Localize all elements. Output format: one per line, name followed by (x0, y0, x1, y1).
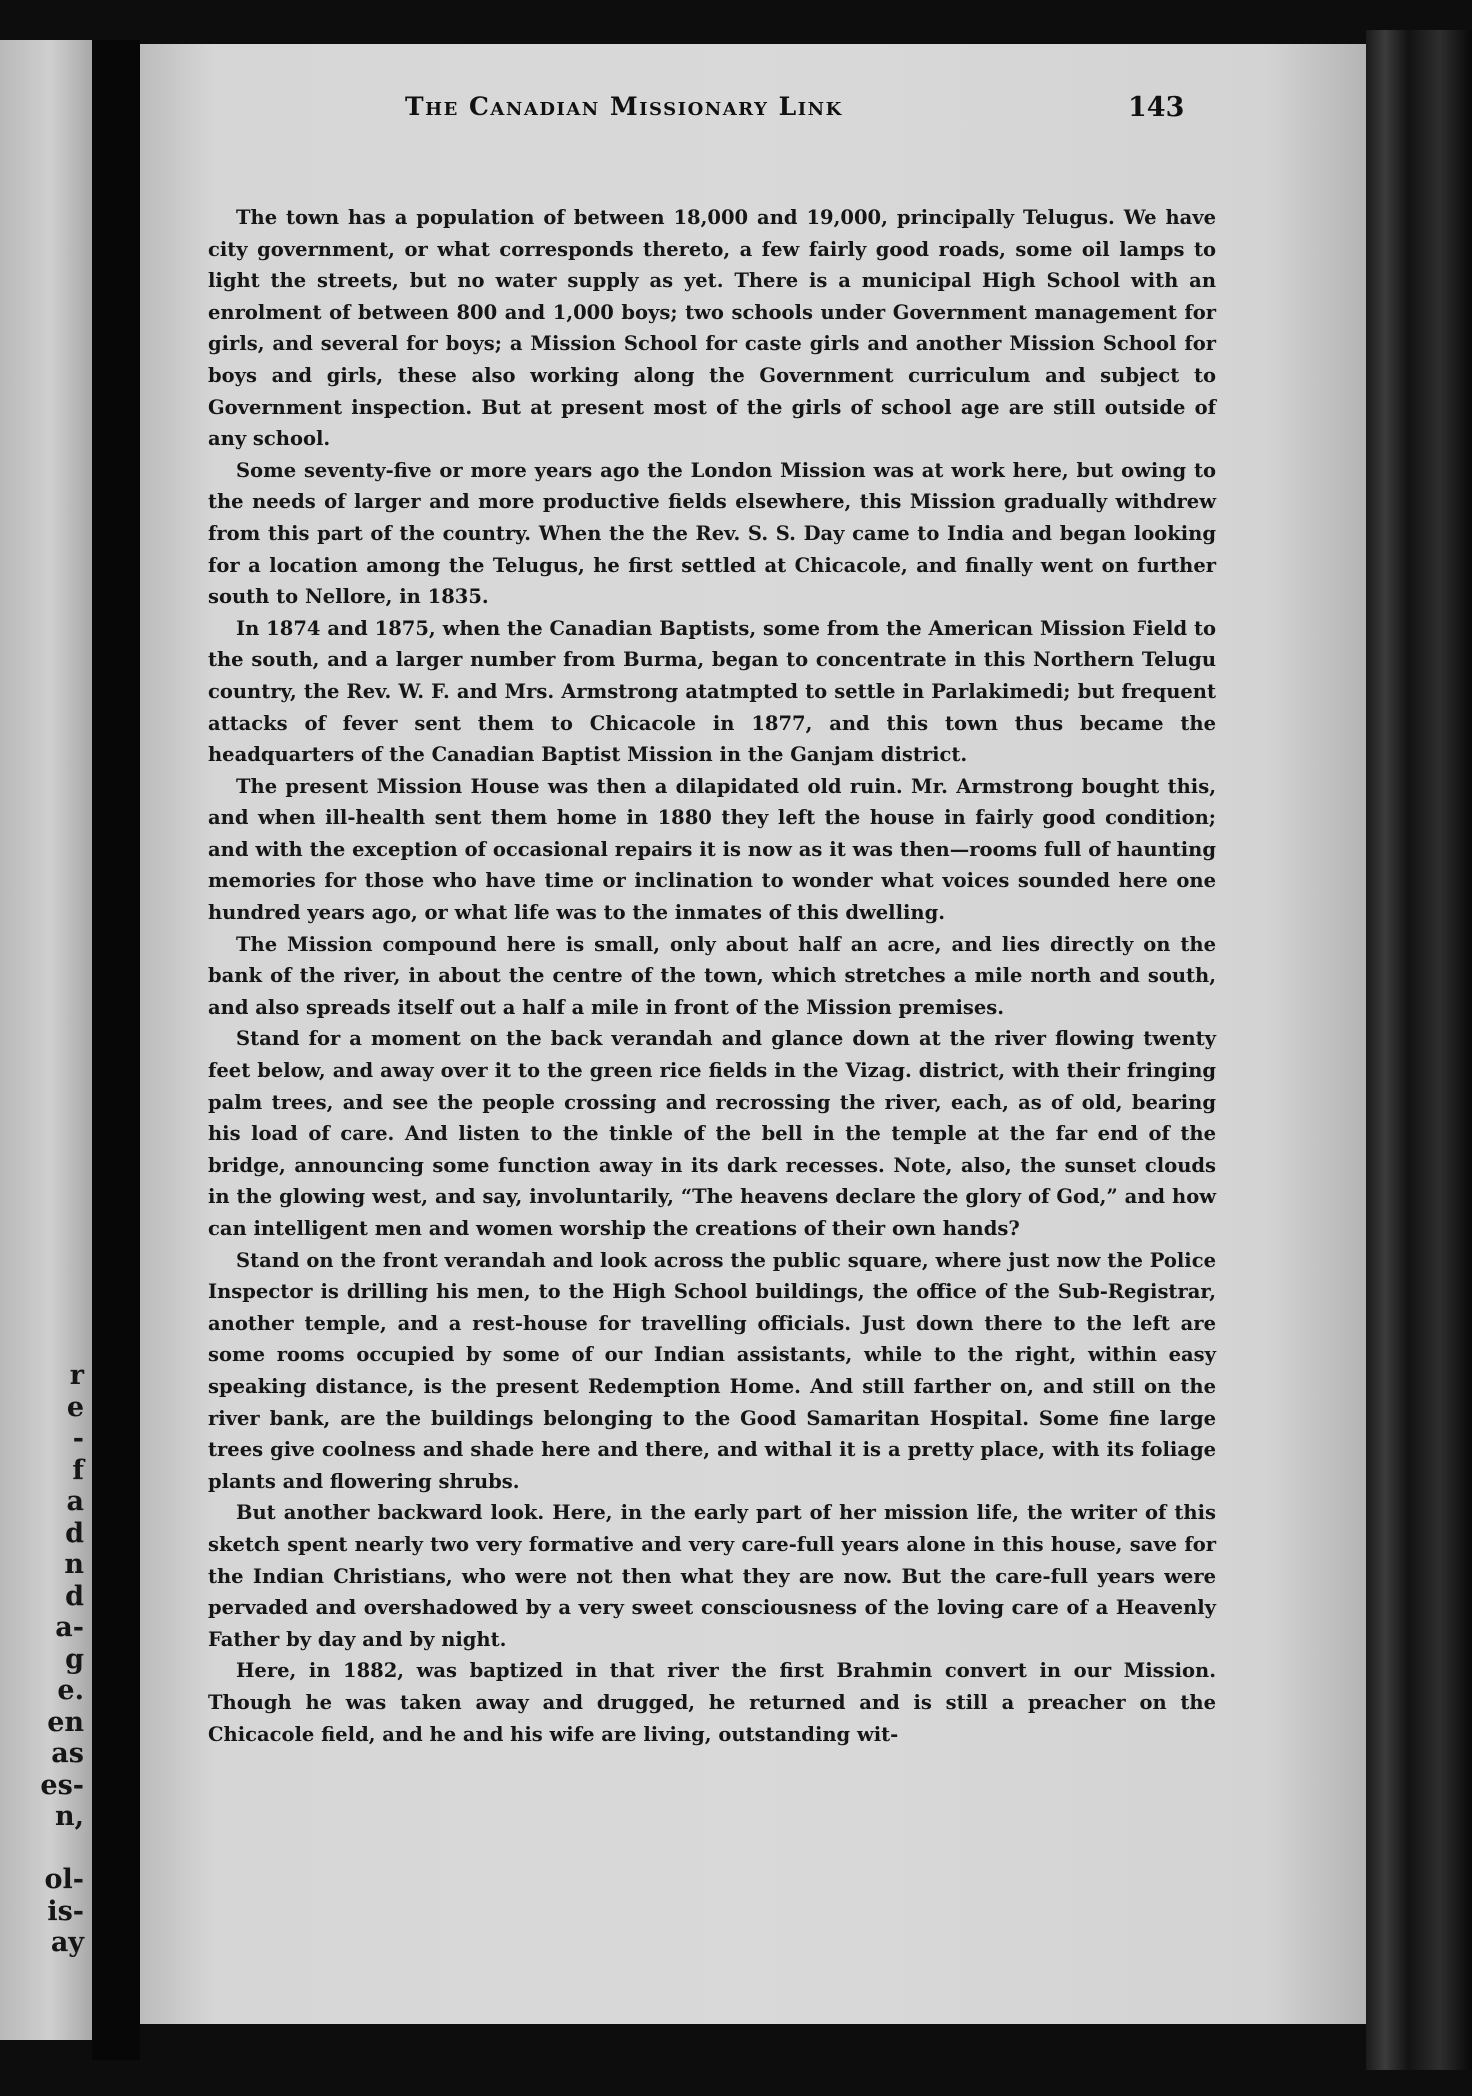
facing-page-edge (0, 40, 92, 2040)
fragment-line: is- (47, 1895, 84, 1927)
paragraph: The Mission compound here is small, only about half an acre, and lies directly on the bank of the river, in about the centre of the town, which stretches a mile north and south, and also spreads itself out a half a mile in front of the Mission premises. (208, 932, 1216, 1019)
page-number: 143 (1128, 92, 1185, 123)
fragment-line: d (65, 1580, 84, 1612)
paragraph: Here, in 1882, was baptized in that river the first Brahmin convert in our Mission. Though he was taken away and drugged, he returned and is still a preacher on the Chicacole field, and he and his wife are living, outstanding wit- (208, 1659, 1216, 1746)
paragraph: But another backward look. Here, in the early part of her mission life, the writer of this sketch spent nearly two very formative and very care-full years alone in this house, save for the Indian Christians, who were not then what they are now. But the care-full years were pervaded and overshadowed by a very sweet consciousness of the loving care of a Heavenly Father by day and by night. (208, 1501, 1216, 1651)
paragraph: Stand on the front verandah and look across the public square, where just now the Police Inspector is drilling his men, to the High School buildings, the office of the Sub-Registrar, another temple, and a rest-house for travelling officials. Just down there to the left are some rooms occupied by some of our Indian assistants, while to the right, within easy speaking distance, is the present Redemption Home. And still farther on, and still on the river bank, are the buildings belonging to the Good Samaritan Hospital. Some fine large trees give coolness and shade here and there, and withal it is a pretty place, with its foliage plants and flowering shrubs. (208, 1248, 1216, 1493)
fragment-line: g (65, 1643, 84, 1675)
fragment-line (4, 1833, 84, 1865)
paragraph: The present Mission House was then a dilapidated old ruin. Mr. Armstrong bought this, and when ill-health sent them home in 1880 they left the house in fairly good condition; and with the exception of occasional repairs it is now as it was then—rooms full of haunting memories for those who have time or inclination to wonder what voices sounded here one hundred years ago, or what life was to the inmates of this dwelling. (208, 774, 1216, 925)
fragment-line: as (51, 1738, 84, 1769)
book-spine-edge (1366, 30, 1472, 2070)
paragraph: The town has a population of between 18,000 and 19,000, principally Telugus. We have city government, or what corresponds thereto, a few fairly good roads, some oil lamps to light the streets, but no water supply as yet. There is a municipal High School with an enrolment of between 800 and 1,000 boys; two schools under Government management for girls, and several for boys; a Mission School for caste girls and another Mission School for boys and girls, these also working along the Government curriculum and subject to Government inspection. But at present most of the girls of school age are still outside of any school. (208, 206, 1216, 451)
fragment-line: d (65, 1517, 84, 1549)
fragment-line: a (66, 1486, 84, 1517)
fragment-line: r (69, 1360, 84, 1391)
fragment-line: n (64, 1549, 84, 1580)
fragment-line: ay (50, 1927, 84, 1958)
running-head (0, 92, 1472, 132)
fragment-line: n, (54, 1801, 84, 1832)
fragment-line: - (72, 1423, 84, 1454)
paragraph: Some seventy-five or more years ago the London Mission was at work here, but owing to the needs of larger and more productive fields elsewhere, this Mission gradually withdrew from this part of the country. When the the Rev. S. S. Day came to India and began looking for a location among the Telugus, he first settled at Chicacole, and finally went on further south to Nellore, in 1835. (208, 458, 1216, 609)
fragment-line: es- (40, 1769, 84, 1801)
paragraph: Stand for a moment on the back verandah and glance down at the river flowing twenty feet below, and away over it to the green rice fields in the Vizag. district, with their fringing palm trees, and see the people crossing and recrossing the river, each, as of old, bearing his load of care. And listen to the tinkle of the bell in the temple at the far end of the bridge, announcing some function away in its dark recesses. Note, also, the sunset clouds in the glowing west, and say, involuntarily, “The heavens declare the glory of God,” and how can intelligent men and women worship the creations of their own hands? (208, 1027, 1216, 1240)
fragment-line: e (66, 1391, 84, 1423)
paragraph: In 1874 and 1875, when the Canadian Baptists, some from the American Mission Field to the south, and a larger number from Burma, began to concentrate in this Northern Telugu country, the Rev. W. F. and Mrs. Armstrong atatmpted to settle in Parlakimedi; but frequent attacks of fever sent them to Chicacole in 1877, and this town thus became the headquarters of the Canadian Baptist Mission in the Ganjam district. (208, 616, 1216, 767)
fragment-line: a- (55, 1612, 84, 1643)
running-title: The Canadian Missionary Link (405, 92, 843, 121)
book-gutter (92, 40, 140, 2060)
fragment-line: ol- (44, 1864, 84, 1895)
fragment-line: f (72, 1454, 84, 1486)
fragment-line: en (47, 1706, 84, 1738)
article-body (208, 202, 1216, 1750)
fragment-line: e. (57, 1675, 84, 1706)
facing-page-text-fragment (4, 1360, 84, 1959)
